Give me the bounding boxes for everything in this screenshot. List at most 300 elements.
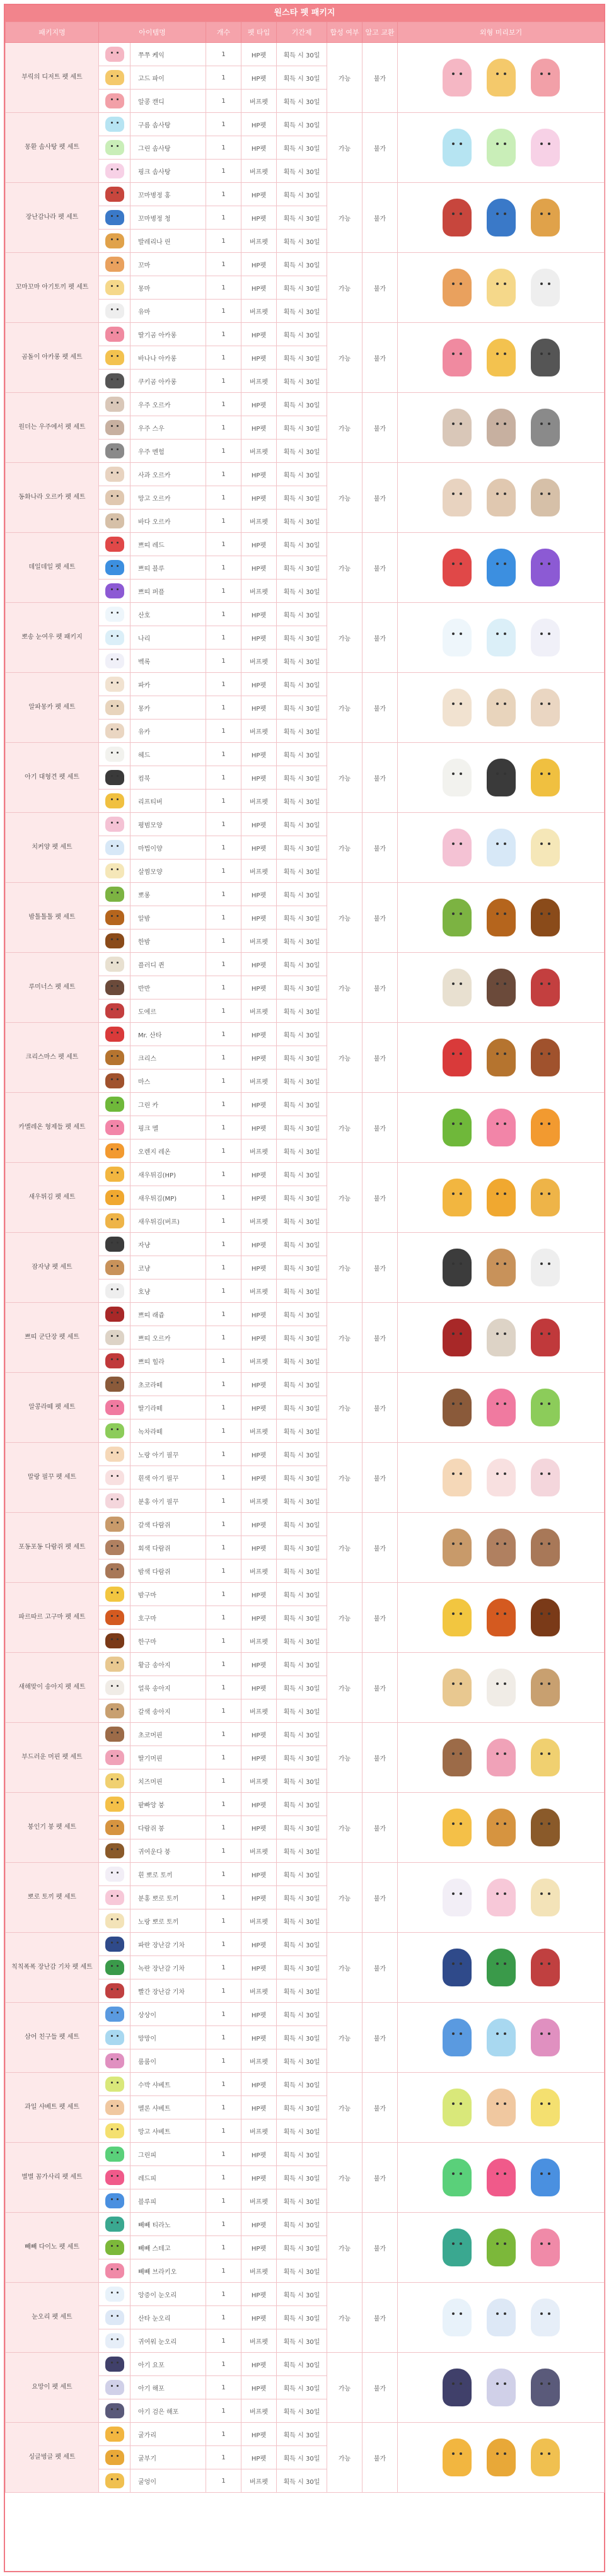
- appearance-preview: [398, 883, 605, 953]
- item-count: 1: [206, 1793, 241, 1816]
- pet-item-icon: [105, 793, 124, 808]
- pet-preview-image: [487, 1809, 516, 1846]
- item-count: 1: [206, 2026, 241, 2049]
- item-count: 1: [206, 930, 241, 953]
- trade-status: 불가: [362, 1093, 398, 1163]
- pet-item-icon: [105, 2357, 124, 2372]
- item-name: 갈색 송아지: [130, 1699, 206, 1723]
- pet-type: 버프펫: [241, 1069, 277, 1093]
- item-duration: 획득 시 30일: [277, 416, 327, 440]
- appearance-preview: [398, 2073, 605, 2143]
- pet-item-icon: [105, 980, 124, 995]
- item-name: 아기 검은 해포: [130, 2399, 206, 2423]
- pet-preview-image: [443, 2159, 472, 2196]
- pet-item-icon: [105, 210, 124, 225]
- pet-preview-image: [487, 269, 516, 306]
- appearance-preview: [398, 1933, 605, 2003]
- pet-item-icon: [105, 1540, 124, 1555]
- item-duration: 획득 시 30일: [277, 136, 327, 160]
- pet-item-icon: [105, 350, 124, 365]
- table-row: [6, 1933, 605, 1956]
- pet-type: HP펫: [241, 2026, 277, 2049]
- item-name: 산호: [130, 603, 206, 626]
- item-count: 1: [206, 1816, 241, 1839]
- pet-type: HP펫: [241, 1303, 277, 1326]
- pet-item-icon: [105, 863, 124, 878]
- pet-type: HP펫: [241, 346, 277, 370]
- trade-status: 불가: [362, 743, 398, 813]
- item-duration: 획득 시 30일: [277, 2236, 327, 2259]
- item-name: 굴부기: [130, 2446, 206, 2469]
- item-duration: 획득 시 30일: [277, 2446, 327, 2469]
- pet-type: HP펫: [241, 323, 277, 346]
- pet-item-icon: [105, 2240, 124, 2255]
- item-name: 그린 카: [130, 1093, 206, 1116]
- package-name: 밤톨톨톨 펫 세트: [6, 883, 99, 953]
- pet-preview-image: [531, 339, 560, 376]
- package-name: 부드러운 머핀 펫 세트: [6, 1723, 99, 1793]
- item-icon-cell: [99, 2469, 130, 2493]
- item-count: 1: [206, 2143, 241, 2166]
- item-name: 오렌지 레온: [130, 1139, 206, 1163]
- pet-type: 버프펫: [241, 2189, 277, 2213]
- item-duration: 획득 시 30일: [277, 1139, 327, 1163]
- appearance-preview: [398, 1163, 605, 1233]
- pet-preview-image: [531, 1809, 560, 1846]
- pet-preview-image: [531, 2019, 560, 2056]
- item-duration: 획득 시 30일: [277, 2469, 327, 2493]
- item-name: 딸기라떼: [130, 1396, 206, 1419]
- item-count: 1: [206, 1746, 241, 1769]
- item-icon-cell: [99, 673, 130, 696]
- item-name: 귀여워 눈오리: [130, 2329, 206, 2353]
- pet-item-icon: [105, 2217, 124, 2232]
- item-count: 1: [206, 1116, 241, 1139]
- pet-item-icon: [105, 1447, 124, 1462]
- item-name: 나리: [130, 626, 206, 650]
- item-name: 바다 오르카: [130, 510, 206, 533]
- pet-item-icon: [105, 1377, 124, 1392]
- item-count: 1: [206, 953, 241, 976]
- pet-item-icon: [105, 1237, 124, 1252]
- pet-type: 버프펫: [241, 1909, 277, 1933]
- item-name: 녹란 장난감 기차: [130, 1956, 206, 1979]
- trade-status: 불가: [362, 2003, 398, 2073]
- item-name: 초코라떼: [130, 1373, 206, 1396]
- pet-type: HP펫: [241, 883, 277, 906]
- pet-preview-image: [443, 129, 472, 166]
- item-count: 1: [206, 976, 241, 1000]
- item-duration: 획득 시 30일: [277, 580, 327, 603]
- pet-type: HP펫: [241, 2446, 277, 2469]
- pet-type: HP펫: [241, 2376, 277, 2399]
- item-icon-cell: [99, 2329, 130, 2353]
- pet-type: HP펫: [241, 813, 277, 836]
- pet-type: HP펫: [241, 2166, 277, 2189]
- pet-type: HP펫: [241, 113, 277, 136]
- pet-item-icon: [105, 1470, 124, 1485]
- pet-preview-image: [443, 1949, 472, 1986]
- item-count: 1: [206, 1559, 241, 1583]
- pet-item-icon: [105, 1330, 124, 1345]
- item-count: 1: [206, 2119, 241, 2143]
- item-count: 1: [206, 2376, 241, 2399]
- pet-item-icon: [105, 607, 124, 622]
- merge-status: 가능: [327, 1723, 362, 1793]
- item-name: 쁘띠 블루: [130, 556, 206, 580]
- pet-type: 버프펫: [241, 650, 277, 673]
- pet-preview-image: [487, 619, 516, 656]
- item-name: 코냥: [130, 1256, 206, 1279]
- pet-preview-image: [487, 2369, 516, 2406]
- item-count: 1: [206, 2073, 241, 2096]
- trade-status: 불가: [362, 1233, 398, 1303]
- pet-item-icon: [105, 1073, 124, 1088]
- pet-item-icon: [105, 2287, 124, 2302]
- item-icon-cell: [99, 1653, 130, 1676]
- item-name: 망망이: [130, 2026, 206, 2049]
- item-duration: 획득 시 30일: [277, 1956, 327, 1979]
- merge-status: 가능: [327, 2353, 362, 2423]
- item-count: 1: [206, 1396, 241, 1419]
- pet-type: HP펫: [241, 2283, 277, 2306]
- pet-type: 버프펫: [241, 2399, 277, 2423]
- pet-item-icon: [105, 443, 124, 458]
- package-name: 파르따르 고구마 펫 세트: [6, 1583, 99, 1653]
- package-name: 곰돌이 아카롱 펫 세트: [6, 323, 99, 393]
- pet-preview-image: [531, 1249, 560, 1286]
- item-duration: 획득 시 30일: [277, 1163, 327, 1186]
- pet-item-icon: [105, 1353, 124, 1368]
- trade-status: 불가: [362, 253, 398, 323]
- item-icon-cell: [99, 1746, 130, 1769]
- item-duration: 획득 시 30일: [277, 486, 327, 510]
- appearance-preview: [398, 1723, 605, 1793]
- trade-status: 불가: [362, 2353, 398, 2423]
- pet-item-icon: [105, 420, 124, 435]
- item-count: 1: [206, 580, 241, 603]
- appearance-preview: [398, 463, 605, 533]
- package-name: 알파몽카 펫 세트: [6, 673, 99, 743]
- package-name: 빼빼 다이노 펫 세트: [6, 2213, 99, 2283]
- pet-type: HP펫: [241, 1793, 277, 1816]
- pet-type: 버프펫: [241, 300, 277, 323]
- item-duration: 획득 시 30일: [277, 1769, 327, 1793]
- item-name: 다람쥐 붕: [130, 1816, 206, 1839]
- item-count: 1: [206, 2283, 241, 2306]
- appearance-preview: [398, 1303, 605, 1373]
- pet-type: HP펫: [241, 1933, 277, 1956]
- pet-item-icon: [105, 770, 124, 785]
- item-name: 앙증이 눈오리: [130, 2283, 206, 2306]
- item-name: 한밤: [130, 930, 206, 953]
- table-row: [6, 1303, 605, 1326]
- merge-status: 가능: [327, 1933, 362, 2003]
- merge-status: 가능: [327, 813, 362, 883]
- item-count: 1: [206, 206, 241, 230]
- pet-type: 버프펫: [241, 230, 277, 253]
- item-name: 플러디 퀸: [130, 953, 206, 976]
- pet-item-icon: [105, 397, 124, 412]
- pet-preview-image: [531, 1879, 560, 1916]
- trade-status: 불가: [362, 1303, 398, 1373]
- item-count: 1: [206, 1583, 241, 1606]
- table-row: [6, 1373, 605, 1396]
- appearance-preview: [398, 113, 605, 183]
- trade-status: 불가: [362, 673, 398, 743]
- item-name: 황금 송아지: [130, 1653, 206, 1676]
- item-duration: 획득 시 30일: [277, 766, 327, 790]
- pet-preview-image: [487, 1249, 516, 1286]
- merge-status: 가능: [327, 393, 362, 463]
- pet-type: HP펫: [241, 743, 277, 766]
- pet-preview-image: [487, 1879, 516, 1916]
- pet-preview-image: [487, 829, 516, 866]
- item-name: 룸룸이: [130, 2049, 206, 2073]
- pet-type: HP펫: [241, 2213, 277, 2236]
- item-name: 팥빠앙 붕: [130, 1793, 206, 1816]
- item-duration: 획득 시 30일: [277, 2399, 327, 2423]
- pet-item-icon: [105, 2030, 124, 2045]
- item-icon-cell: [99, 300, 130, 323]
- pet-item-icon: [105, 1167, 124, 1182]
- trade-status: 불가: [362, 463, 398, 533]
- merge-status: 가능: [327, 1093, 362, 1163]
- pet-item-icon: [105, 1517, 124, 1532]
- item-icon-cell: [99, 836, 130, 860]
- pet-item-icon: [105, 910, 124, 925]
- item-duration: 획득 시 30일: [277, 930, 327, 953]
- item-count: 1: [206, 1699, 241, 1723]
- item-icon-cell: [99, 1489, 130, 1513]
- appearance-preview: [398, 2423, 605, 2493]
- pet-preview-image: [487, 2159, 516, 2196]
- item-duration: 획득 시 30일: [277, 1116, 327, 1139]
- item-count: 1: [206, 323, 241, 346]
- table-row: [6, 603, 605, 626]
- pet-preview-image: [531, 1459, 560, 1496]
- item-count: 1: [206, 2259, 241, 2283]
- package-name: 뽀송 눈여우 펫 패키지: [6, 603, 99, 673]
- item-count: 1: [206, 1513, 241, 1536]
- package-name: 장난감나라 펫 세트: [6, 183, 99, 253]
- item-name: 노랑 뽀로 토끼: [130, 1909, 206, 1933]
- pet-preview-image: [443, 1319, 472, 1356]
- item-name: 쁘띠 퍼플: [130, 580, 206, 603]
- pet-preview-image: [487, 1039, 516, 1076]
- item-duration: 획득 시 30일: [277, 1373, 327, 1396]
- item-name: 몽카: [130, 696, 206, 720]
- item-duration: 획득 시 30일: [277, 1839, 327, 1863]
- item-count: 1: [206, 1629, 241, 1653]
- pet-preview-image: [443, 2369, 472, 2406]
- appearance-preview: [398, 393, 605, 463]
- pet-type: HP펫: [241, 2003, 277, 2026]
- trade-status: 불가: [362, 2423, 398, 2493]
- item-icon-cell: [99, 1443, 130, 1466]
- pet-item-icon: [105, 840, 124, 855]
- appearance-preview: [398, 1023, 605, 1093]
- table-row: [6, 1443, 605, 1466]
- pet-item-icon: [105, 140, 124, 155]
- pet-type: HP펫: [241, 2143, 277, 2166]
- pet-type: HP펫: [241, 603, 277, 626]
- pet-preview-image: [531, 479, 560, 516]
- pet-item-icon: [105, 583, 124, 598]
- pet-type: HP펫: [241, 1326, 277, 1349]
- item-name: 노랑 아기 필꾸: [130, 1443, 206, 1466]
- package-name: 포동포동 다람쥐 펫 세트: [6, 1513, 99, 1583]
- pet-type: 버프펫: [241, 860, 277, 883]
- pet-type: HP펫: [241, 253, 277, 276]
- item-duration: 획득 시 30일: [277, 510, 327, 533]
- item-duration: 획득 시 30일: [277, 1419, 327, 1443]
- item-duration: 획득 시 30일: [277, 836, 327, 860]
- item-icon-cell: [99, 323, 130, 346]
- item-name: 핑크 솜사탕: [130, 160, 206, 183]
- merge-status: 가능: [327, 2073, 362, 2143]
- pet-preview-image: [487, 689, 516, 726]
- table-row: [6, 183, 605, 206]
- merge-status: 가능: [327, 1793, 362, 1863]
- table-row: [6, 1093, 605, 1116]
- item-name: 살찜모양: [130, 860, 206, 883]
- item-duration: 획득 시 30일: [277, 1723, 327, 1746]
- pet-preview-image: [443, 339, 472, 376]
- pet-preview-image: [487, 1669, 516, 1706]
- item-name: 파카: [130, 673, 206, 696]
- item-icon-cell: [99, 90, 130, 113]
- item-count: 1: [206, 2236, 241, 2259]
- pet-item-icon: [105, 2310, 124, 2325]
- pet-type: HP펫: [241, 906, 277, 930]
- item-icon-cell: [99, 1956, 130, 1979]
- appearance-preview: [398, 813, 605, 883]
- merge-status: 가능: [327, 1513, 362, 1583]
- pet-item-icon: [105, 1027, 124, 1042]
- trade-status: 불가: [362, 1933, 398, 2003]
- pet-preview-image: [443, 2089, 472, 2126]
- item-icon-cell: [99, 2189, 130, 2213]
- pet-type: HP펫: [241, 696, 277, 720]
- item-icon-cell: [99, 1209, 130, 1233]
- item-name: 수박 샤베트: [130, 2073, 206, 2096]
- item-count: 1: [206, 136, 241, 160]
- item-duration: 획득 시 30일: [277, 276, 327, 300]
- item-name: 분홍 아기 필꾸: [130, 1489, 206, 1513]
- pet-item-icon: [105, 1750, 124, 1765]
- item-name: 쁘띠 래쥼: [130, 1303, 206, 1326]
- pet-preview-image: [487, 129, 516, 166]
- trade-status: 불가: [362, 953, 398, 1023]
- item-icon-cell: [99, 2399, 130, 2423]
- header-duration: 기간제: [277, 22, 327, 43]
- merge-status: 가능: [327, 323, 362, 393]
- pet-type: 버프펫: [241, 1559, 277, 1583]
- pet-type: HP펫: [241, 1536, 277, 1559]
- item-icon-cell: [99, 930, 130, 953]
- item-name: 마법이양: [130, 836, 206, 860]
- appearance-preview: [398, 673, 605, 743]
- item-icon-cell: [99, 1933, 130, 1956]
- package-name: 싱글벙글 펫 세트: [6, 2423, 99, 2493]
- pet-type: HP펫: [241, 136, 277, 160]
- item-duration: 획득 시 30일: [277, 1979, 327, 2003]
- pet-type: 버프펫: [241, 1769, 277, 1793]
- item-name: 우주 오르카: [130, 393, 206, 416]
- item-count: 1: [206, 1069, 241, 1093]
- item-count: 1: [206, 370, 241, 393]
- item-name: 파란 장난감 기차: [130, 1933, 206, 1956]
- item-name: 빼빼 브라키오: [130, 2259, 206, 2283]
- pet-item-icon: [105, 1493, 124, 1508]
- item-count: 1: [206, 1536, 241, 1559]
- pet-item-icon: [105, 2100, 124, 2115]
- item-count: 1: [206, 160, 241, 183]
- table-row: [6, 463, 605, 486]
- item-name: 마스: [130, 1069, 206, 1093]
- item-count: 1: [206, 673, 241, 696]
- item-duration: 획득 시 30일: [277, 2306, 327, 2329]
- pet-type: HP펫: [241, 463, 277, 486]
- pet-type: HP펫: [241, 1396, 277, 1419]
- item-icon-cell: [99, 1513, 130, 1536]
- header-count: 개수: [206, 22, 241, 43]
- pet-type: HP펫: [241, 1583, 277, 1606]
- item-duration: 획득 시 30일: [277, 1466, 327, 1489]
- item-icon-cell: [99, 883, 130, 906]
- item-icon-cell: [99, 2446, 130, 2469]
- item-duration: 획득 시 30일: [277, 2073, 327, 2096]
- item-duration: 획득 시 30일: [277, 160, 327, 183]
- pet-preview-image: [531, 1319, 560, 1356]
- pet-type: HP펫: [241, 1653, 277, 1676]
- pet-type: 버프펫: [241, 1139, 277, 1163]
- pet-preview-image: [531, 899, 560, 936]
- pet-preview-image: [487, 1179, 516, 1216]
- item-icon-cell: [99, 1816, 130, 1839]
- pet-item-icon: [105, 1587, 124, 1602]
- item-name: 꼬마병정 홍: [130, 183, 206, 206]
- item-icon-cell: [99, 533, 130, 556]
- item-name: 밤색 다람쥐: [130, 1559, 206, 1583]
- item-duration: 획득 시 30일: [277, 2166, 327, 2189]
- item-duration: 획득 시 30일: [277, 1256, 327, 1279]
- pet-preview-image: [487, 1739, 516, 1776]
- item-name: 분홍 뽀로 토끼: [130, 1886, 206, 1909]
- item-icon-cell: [99, 766, 130, 790]
- item-count: 1: [206, 603, 241, 626]
- pet-preview-image: [443, 549, 472, 586]
- header-pet-type: 펫 타입: [241, 22, 277, 43]
- pet-preview-image: [531, 1949, 560, 1986]
- item-count: 1: [206, 1933, 241, 1956]
- pet-preview-image: [443, 1389, 472, 1426]
- pet-preview-image: [531, 2439, 560, 2476]
- pet-item-icon: [105, 163, 124, 178]
- table-row: [6, 813, 605, 836]
- item-icon-cell: [99, 393, 130, 416]
- pet-item-icon: [105, 1727, 124, 1742]
- table-row: [6, 323, 605, 346]
- pet-preview-image: [443, 2299, 472, 2336]
- pet-item-icon: [105, 1143, 124, 1158]
- merge-status: 가능: [327, 1163, 362, 1233]
- item-count: 1: [206, 1676, 241, 1699]
- pet-preview-image: [531, 409, 560, 446]
- pet-preview-image: [443, 269, 472, 306]
- item-name: 귀여운다 붕: [130, 1839, 206, 1863]
